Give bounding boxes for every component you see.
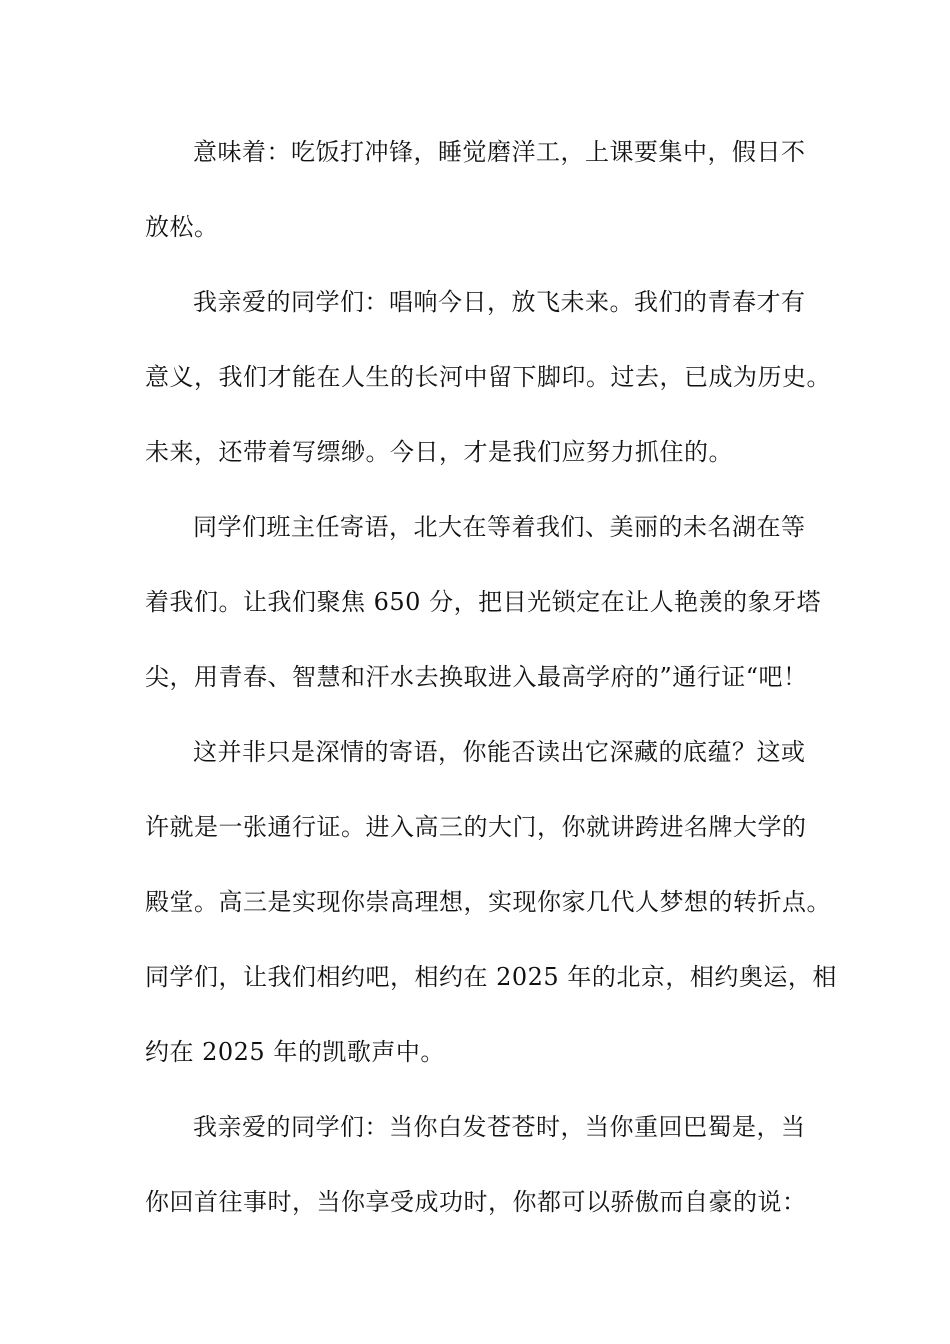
text-line: 我亲爱的同学们：当你白发苍苍时，当你重回巴蜀是，当 xyxy=(193,1113,806,1141)
text-line: 这并非只是深情的寄语，你能否读出它深藏的底蕴？这或 xyxy=(193,738,806,766)
text-line: 许就是一张通行证。进入高三的大门，你就讲跨进名牌大学的 xyxy=(145,813,807,841)
text-line: 着我们。让我们聚焦 650 分，把目光锁定在让人艳羡的象牙塔 xyxy=(145,588,822,616)
text-line: 未来，还带着写缥缈。今日，才是我们应努力抓住的。 xyxy=(145,438,733,466)
text-line: 我亲爱的同学们：唱响今日，放飞未来。我们的青春才有 xyxy=(193,288,806,316)
text-line: 同学们，让我们相约吧，相约在 2025 年的北京，相约奥运，相 xyxy=(145,963,837,991)
text-line: 尖，用青春、智慧和汗水去换取进入最高学府的”通行证“吧！ xyxy=(145,663,808,691)
text-line: 意义，我们才能在人生的长河中留下脚印。过去，已成为历史。 xyxy=(145,363,831,391)
text-line: 意味着：吃饭打冲锋，睡觉磨洋工，上课要集中，假日不 xyxy=(193,138,806,166)
text-line: 殿堂。高三是实现你崇高理想，实现你家几代人梦想的转折点。 xyxy=(145,888,831,916)
text-line: 放松。 xyxy=(145,213,219,241)
text-line: 约在 2025 年的凯歌声中。 xyxy=(145,1038,445,1066)
text-line: 同学们班主任寄语，北大在等着我们、美丽的未名湖在等 xyxy=(193,513,806,541)
text-line: 你回首往事时，当你享受成功时，你都可以骄傲而自豪的说： xyxy=(145,1188,807,1216)
